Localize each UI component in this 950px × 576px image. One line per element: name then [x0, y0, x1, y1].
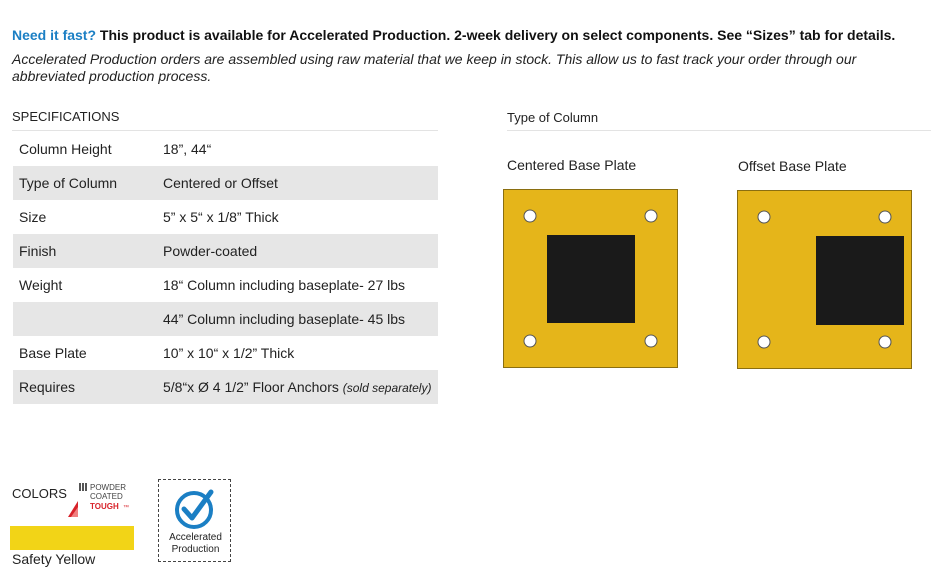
swatch-label: Safety Yellow — [12, 551, 96, 567]
specifications-title: SPECIFICATIONS — [12, 109, 120, 124]
spec-label: Finish — [13, 234, 163, 268]
anchor-hole — [879, 211, 891, 223]
notice-highlight: Need it fast? — [12, 27, 97, 43]
spec-value: Powder-coated — [163, 234, 438, 268]
anchor-hole — [524, 335, 536, 347]
spec-value: 18”, 44“ — [163, 141, 212, 157]
spec-row — [13, 132, 438, 166]
spec-note: (sold separately) — [342, 381, 432, 395]
spec-value — [163, 370, 438, 404]
spec-row — [13, 268, 438, 302]
spec-value: Centered or Offset — [163, 166, 438, 200]
spec-row — [13, 302, 438, 336]
spec-value: 10” x 10“ x 1/2” Thick — [163, 345, 295, 361]
spec-value: 18“ Column including baseplate- 27 lbs — [163, 277, 406, 293]
spec-label: Base Plate — [19, 345, 87, 361]
anchor-hole — [645, 210, 657, 222]
offset-plate-label: Offset Base Plate — [738, 158, 847, 174]
spec-label: Weight — [19, 277, 63, 293]
column-square — [547, 235, 635, 323]
column-type-title: Type of Column — [507, 110, 599, 125]
notice-text: This product is available for Accelerated Production. 2-week delivery on select components. See “Sizes” tab for details. — [96, 27, 896, 43]
spec-label: Requires — [13, 370, 163, 404]
notice-intro: Accelerated Production orders are assembled using raw material that we keep in stock. This allow us to fast track your order through our abbreviated production process. — [12, 51, 857, 84]
anchor-hole — [524, 210, 536, 222]
offset-base-plate-diagram — [737, 190, 913, 370]
spec-row — [13, 200, 438, 234]
anchor-hole — [879, 336, 891, 348]
spec-label: Size — [19, 209, 47, 225]
spec-row — [13, 370, 438, 404]
spec-row — [13, 166, 438, 200]
spec-value: 5” x 5“ x 1/8” Thick — [163, 209, 279, 225]
spec-label: Type of Column — [13, 166, 163, 200]
specifications-divider — [12, 130, 438, 131]
column-type-divider — [507, 130, 931, 131]
powder-coated-tough-logo — [66, 481, 132, 521]
spec-value: 44” Column including baseplate- 45 lbs — [163, 302, 438, 336]
spec-row — [13, 336, 438, 370]
badge-line-2: Production — [171, 544, 220, 555]
logo-line-3: TOUGH — [90, 502, 119, 511]
accelerated-production-badge — [158, 479, 231, 562]
spec-row — [13, 234, 438, 268]
specifications-table — [13, 132, 438, 404]
spec-value-text: 5/8“x Ø 4 1/2” Floor Anchors — [163, 379, 339, 395]
color-swatch-safety-yellow — [10, 526, 134, 550]
badge-text — [159, 532, 232, 556]
logo-line-1: POWDER — [90, 483, 126, 492]
logo-tm: ™ — [123, 505, 129, 511]
anchor-hole — [645, 335, 657, 347]
accelerated-notice — [12, 27, 895, 43]
colors-label: COLORS — [12, 486, 67, 501]
badge-line-1: Accelerated — [169, 532, 222, 543]
logo-line-2: COATED — [90, 492, 123, 501]
check-circle-icon — [173, 486, 217, 530]
anchor-hole — [758, 211, 770, 223]
spec-label — [13, 302, 163, 336]
anchor-hole — [758, 336, 770, 348]
spec-label: Column Height — [19, 141, 112, 157]
column-square — [816, 236, 904, 325]
centered-plate-label: Centered Base Plate — [507, 157, 637, 173]
centered-base-plate-diagram — [503, 189, 679, 369]
